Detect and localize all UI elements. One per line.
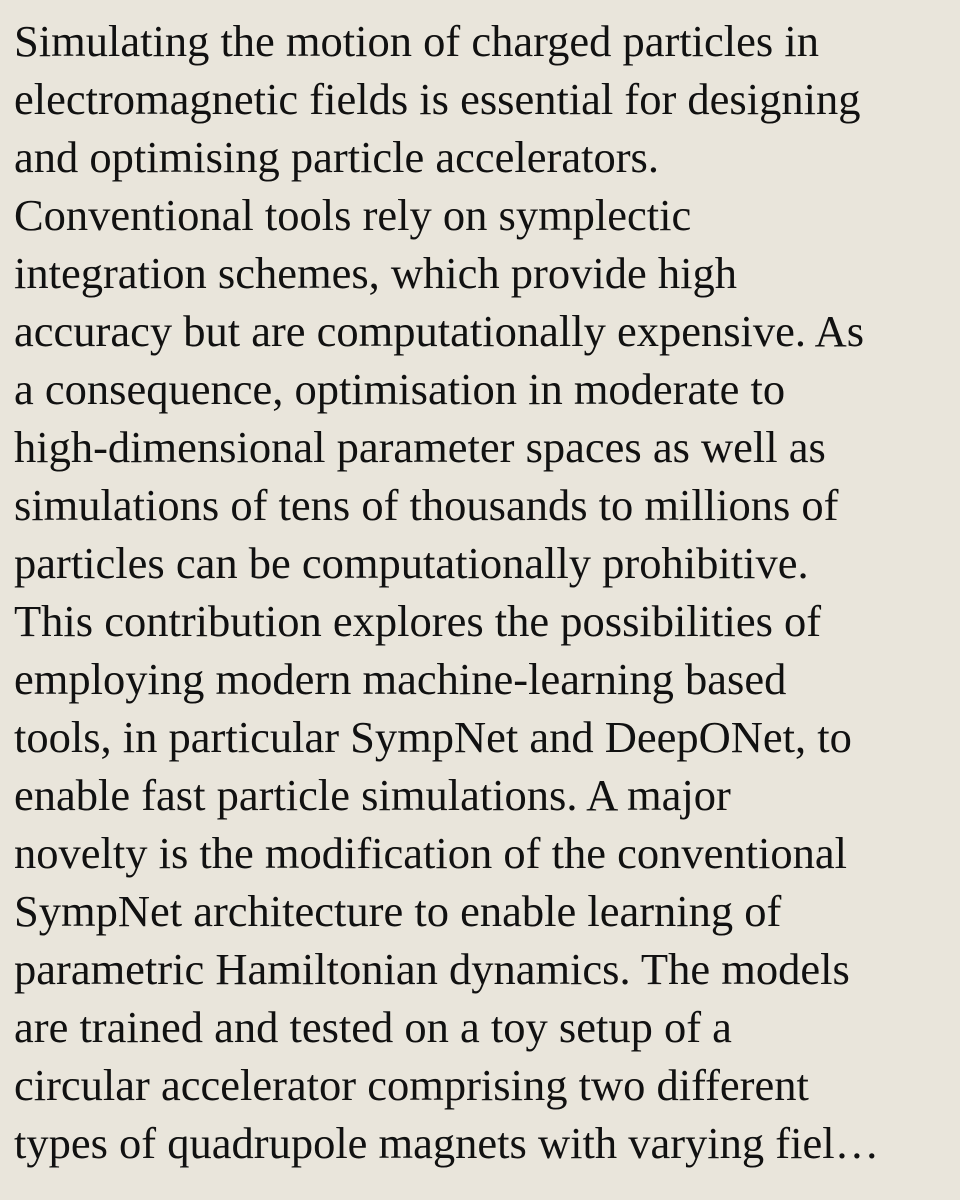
text-line: simulations of tens of thousands to millions of [14, 480, 839, 530]
text-line: types of quadrupole magnets with varying fiel… [14, 1118, 880, 1168]
text-line: This contribution explores the possibilities of [14, 596, 822, 646]
text-line: accuracy but are computationally expensive. As [14, 306, 865, 356]
text-line: enable fast particle simulations. A major [14, 770, 731, 820]
text-line: and optimising particle accelerators. [14, 132, 659, 182]
text-line: integration schemes, which provide high [14, 248, 737, 298]
text-line: Simulating the motion of charged particles in [14, 16, 819, 66]
text-line: high-dimensional parameter spaces as well as [14, 422, 826, 472]
text-line: particles can be computationally prohibitive. [14, 538, 809, 588]
text-line: are trained and tested on a toy setup of a [14, 1002, 732, 1052]
text-line: employing modern machine-learning based [14, 654, 787, 704]
text-line: parametric Hamiltonian dynamics. The models [14, 944, 850, 994]
text-line: Conventional tools rely on symplectic [14, 190, 692, 240]
text-line: a consequence, optimisation in moderate to [14, 364, 786, 414]
text-line: SympNet architecture to enable learning of [14, 886, 782, 936]
text-line: circular accelerator comprising two different [14, 1060, 809, 1110]
text-line: electromagnetic fields is essential for designing [14, 74, 861, 124]
text-line: tools, in particular SympNet and DeepONet, to [14, 712, 852, 762]
abstract-text [14, 12, 960, 1172]
text-line: novelty is the modification of the conventional [14, 828, 847, 878]
